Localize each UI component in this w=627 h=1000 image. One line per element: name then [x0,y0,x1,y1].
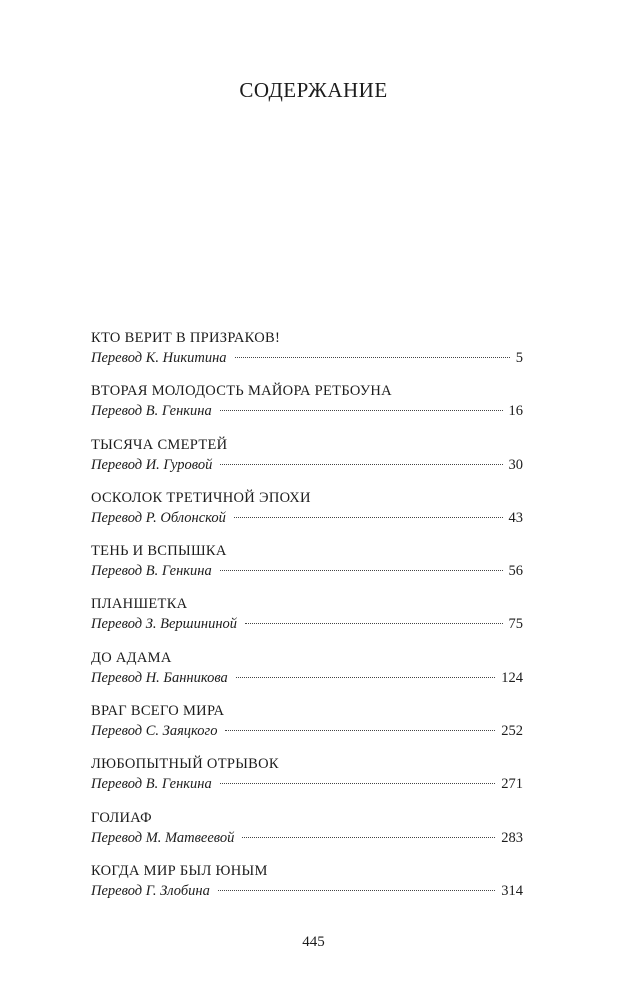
page-number: 445 [302,934,325,950]
toc-entry[interactable] [91,326,523,379]
entry-title: ВТОРАЯ МОЛОДОСТЬ МАЙОРА РЕТБОУНА [91,383,392,400]
entry-translator: Перевод В. Генкина [91,403,212,420]
entry-line [91,457,523,474]
toc-entry[interactable] [91,699,523,752]
entry-line [91,510,523,527]
entry-translator: Перевод З. Вершининой [91,616,238,633]
dot-leader [235,357,510,358]
dot-leader [245,623,502,624]
entry-translator: Перевод М. Матвеевой [91,829,235,846]
dot-leader [220,464,502,465]
entry-translator: Перевод Н. Банникова [91,669,228,686]
entry-line [91,616,523,633]
entry-page-number: 43 [508,509,523,526]
toc-entry[interactable] [91,646,523,699]
entry-title: ОСКОЛОК ТРЕТИЧНОЙ ЭПОХИ [91,489,311,506]
toc-entry[interactable] [91,592,523,645]
entry-title: ГОЛИАФ [91,809,152,826]
entry-title: ТЫСЯЧА СМЕРТЕЙ [91,436,228,453]
entry-translator: Перевод В. Генкина [91,776,212,793]
dot-leader [220,570,503,571]
entry-page-number: 75 [508,616,523,633]
entry-page-number: 252 [501,723,523,740]
entry-line [91,776,523,793]
entry-page-number: 56 [508,563,523,580]
dot-leader [225,730,495,731]
entry-page-number: 124 [501,669,523,686]
entry-translator: Перевод Р. Облонской [91,509,226,526]
toc-entry[interactable] [91,806,523,859]
dot-leader [234,517,503,518]
entry-page-number: 30 [508,456,523,473]
toc-entry[interactable] [91,539,523,592]
entry-translator: Перевод К. Никитина [91,350,227,366]
entry-title: ЛЮБОПЫТНЫЙ ОТРЫВОК [91,756,279,773]
entry-line [91,350,523,367]
dot-leader [220,410,503,411]
entry-line [91,883,523,900]
toc-entry[interactable] [91,379,523,432]
entry-line [91,563,523,580]
entry-translator: Перевод С. Заяцкого [91,723,218,740]
table-of-contents [91,326,523,912]
entry-translator: Перевод Г. Злобина [91,882,210,899]
entry-page-number: 16 [508,403,523,420]
entry-title: ПЛАНШЕТКА [91,596,188,613]
entry-page-number: 271 [501,776,523,793]
toc-entry[interactable] [91,752,523,805]
entry-line [91,670,523,687]
dot-leader [236,677,495,678]
dot-leader [218,890,495,891]
toc-entry[interactable] [91,859,523,912]
entry-line [91,403,523,420]
dot-leader [220,783,496,784]
toc-entry[interactable] [91,433,523,486]
entry-line [91,723,523,740]
entry-translator: Перевод И. Гуровой [91,456,213,473]
page-title: СОДЕРЖАНИЕ [239,78,388,102]
entry-page-number: 5 [515,350,523,366]
dot-leader [242,837,495,838]
toc-entry[interactable] [91,486,523,539]
entry-title: ТЕНЬ И ВСПЫШКА [91,543,227,560]
entry-page-number: 314 [501,882,523,899]
entry-title: ВРАГ ВСЕГО МИРА [91,703,225,720]
entry-title: КТО ВЕРИТ В ПРИЗРАКОВ! [91,330,281,346]
entry-translator: Перевод В. Генкина [91,563,212,580]
entry-title: ДО АДАМА [91,649,172,666]
entry-page-number: 283 [501,829,523,846]
entry-line [91,830,523,847]
entry-title: КОГДА МИР БЫЛ ЮНЫМ [91,862,268,879]
